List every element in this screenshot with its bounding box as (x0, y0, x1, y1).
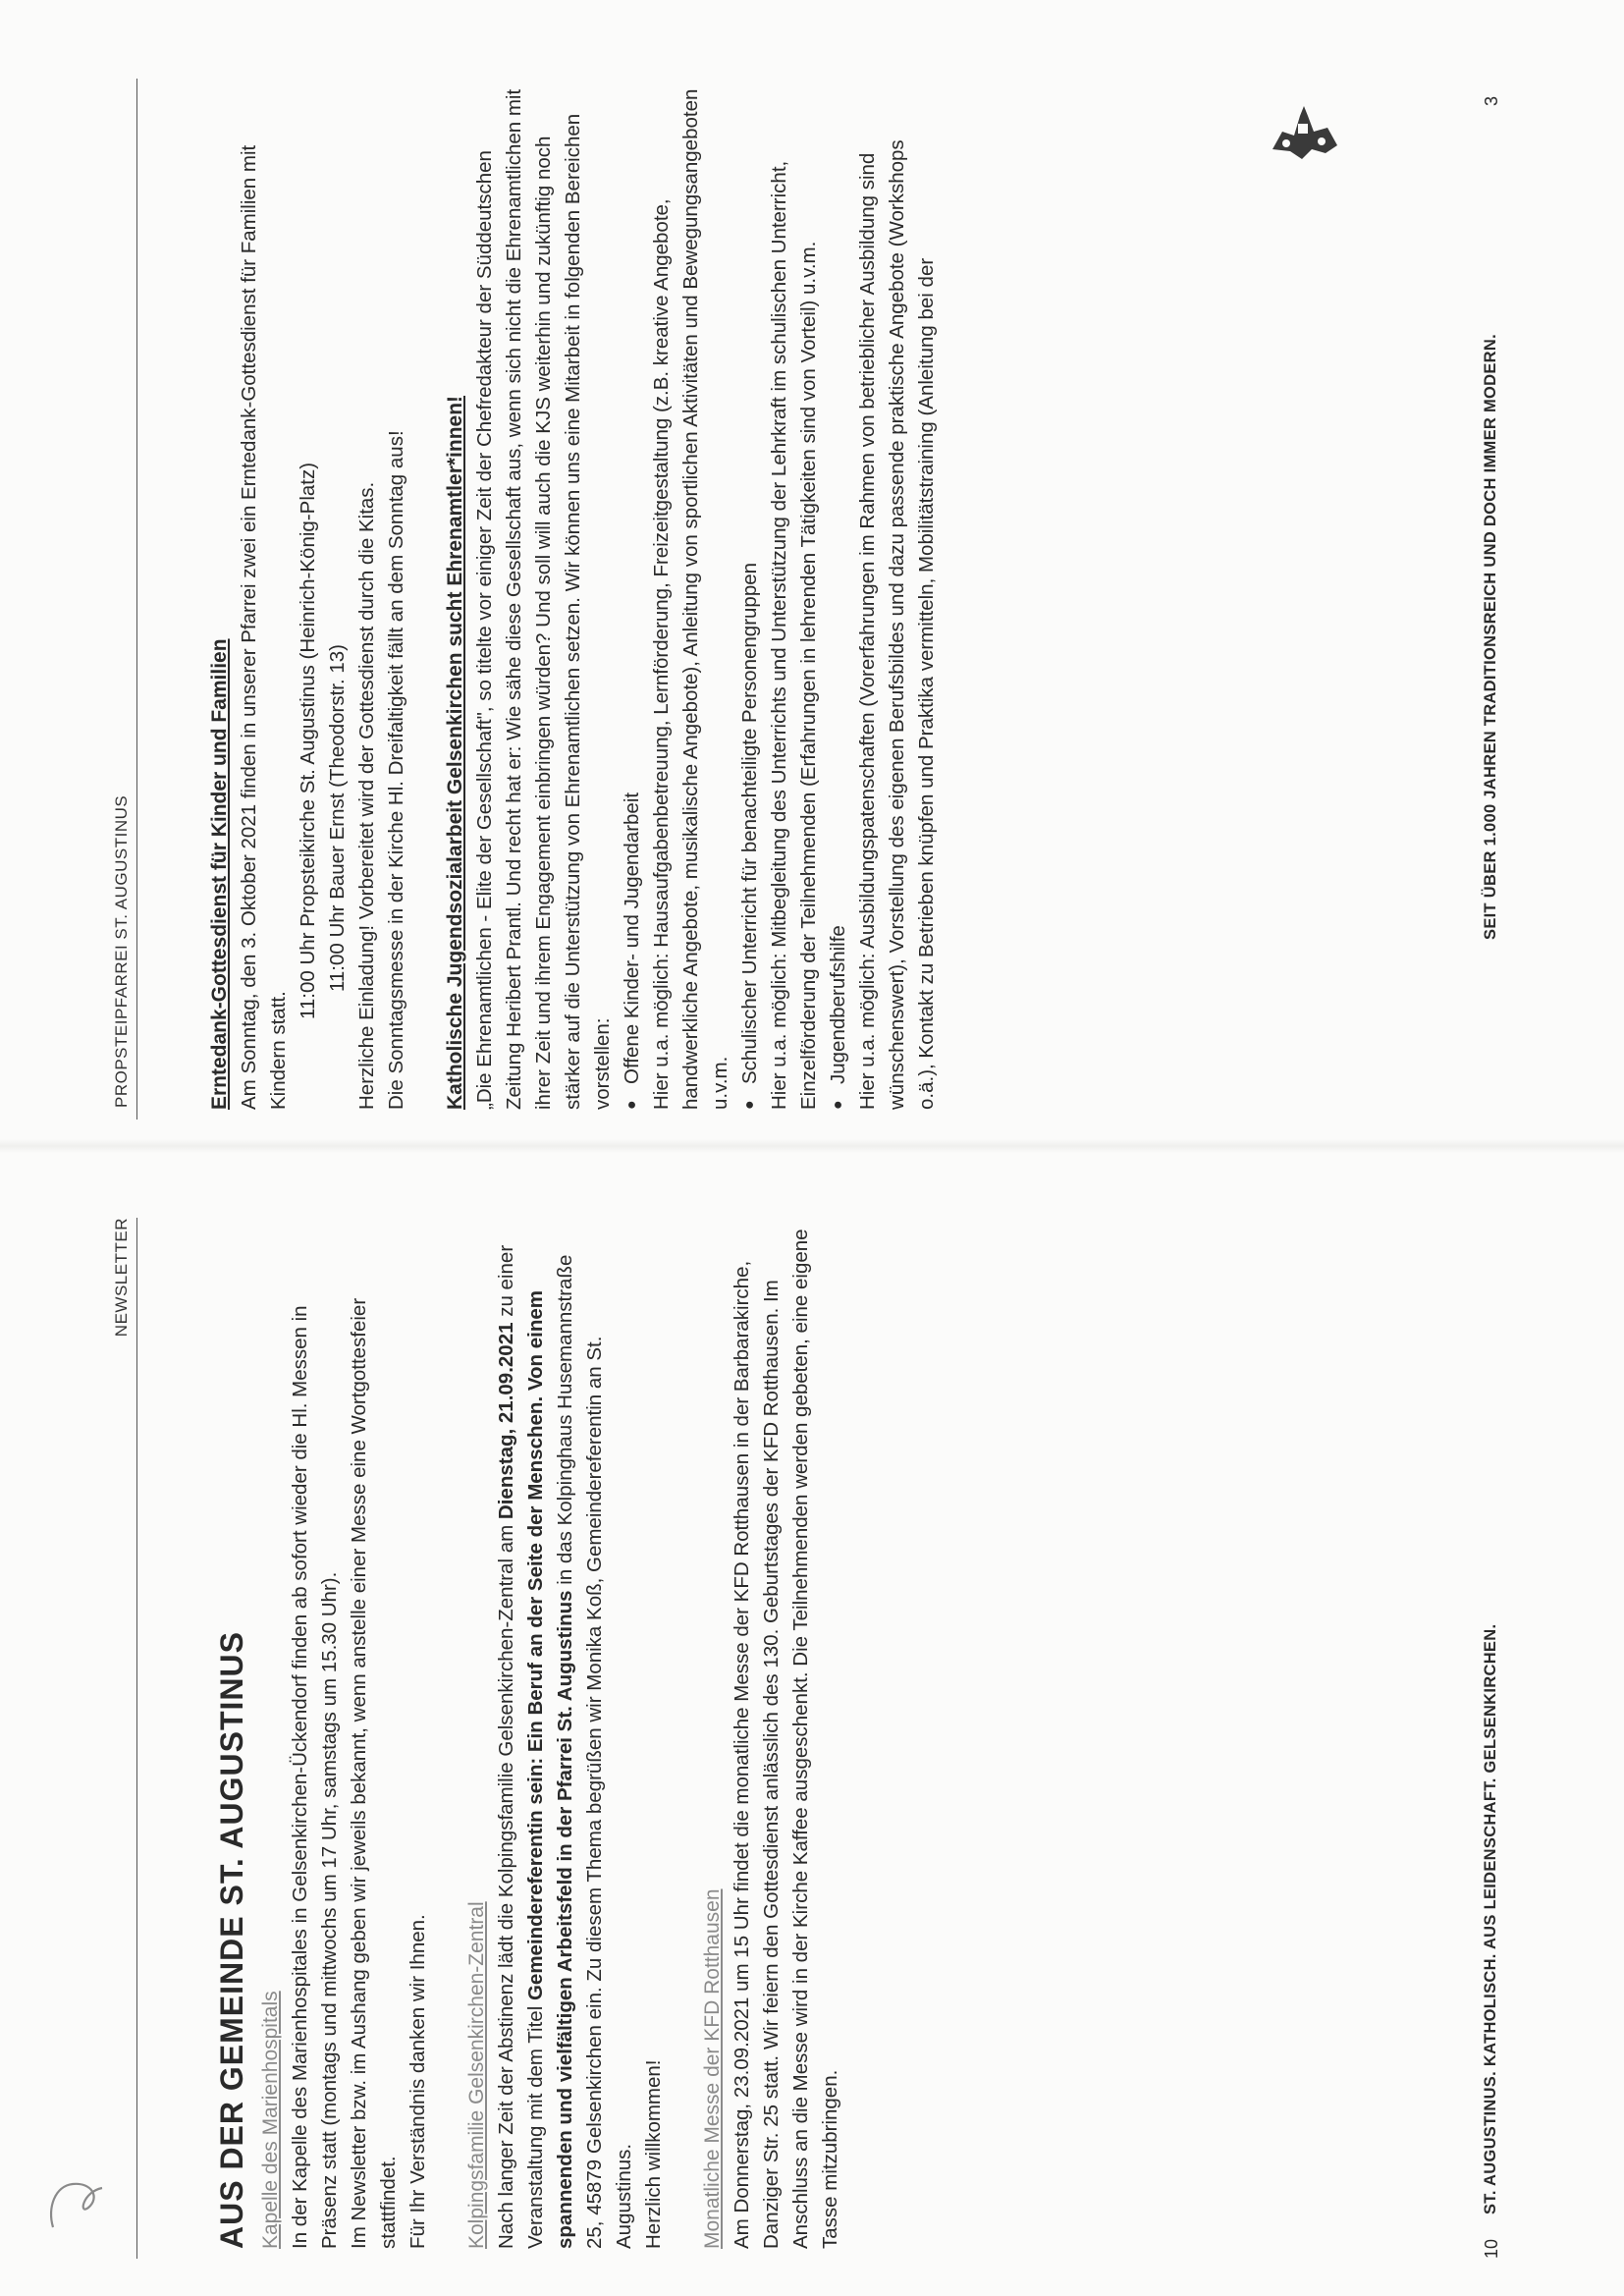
page-footer: SEIT ÜBER 1.000 JAHREN TRADITIONSREICH UND DOCH IMMER MODERN. (1482, 334, 1499, 940)
page-number: 10 (1482, 2238, 1501, 2259)
section-heading-kjs: Katholische Jugendsozialarbeit Gelsenkirchen sucht Ehrenamtler*innen! (444, 395, 466, 1110)
page-content (156, 1228, 845, 2249)
erntedank-paragraph-3: Die Sonntagsmesse in der Kirche Hl. Dreifaltigkeit fällt an dem Sonntag aus! (385, 430, 407, 1110)
page-title: AUS DER GEMEINDE ST. AUGUSTINUS (214, 1631, 249, 2249)
kjs-paragraph-1: „Die Ehrenamtlichen - Elite der Gesellschaft", so titelte vor einiger Zeit der Chefredakteur der Süddeutschen Zeitung Heribert Prantl. Und recht hat er: Wie sähe diese Gesellschaft aus, wenn sich nicht die Ehrenamtlichen mit ihrer Zeit und ihrem Engagement einbringen würden? Und soll will auch die KJS weiterhin und zukünftig noch stärker auf die Unterstützung von Ehrenamtlichen setzen. Wir können uns eine Mitarbeit in folgenden Bereichen vorstellen: (473, 88, 614, 1110)
page-header (103, 1218, 137, 2259)
page-fold (0, 1139, 1624, 1153)
section-heading-kfd: Monatliche Messe der KFD Rotthausen (701, 1888, 724, 2249)
marien-paragraph-2: Im Newsletter bzw. im Aushang geben wir jeweils bekannt, wenn anstelle einer Messe eine Wortgottesfeier stattfindet. (348, 1297, 400, 2249)
erntedank-paragraph-2: Herzliche Einladung! Vorbereitet wird der Gottesdienst durch die Kitas. (355, 481, 378, 1110)
kjs-detail-3: Hier u.a. möglich: Ausbildungspatenschaften (Vorerfahrungen im Rahmen von betrieblicher Ausbildung sind wünschenswert), Vorstellung des eigenen Berufsbildes und dazu passende praktische Angebote (Workshops o.ä.), Kontakt zu Betrieben knüpfen und Praktika vermitteln, Mobilitätstraining (Anleitung bei der (856, 139, 938, 1110)
kfd-paragraph-1: Am Donnerstag, 23.09.2021 um 15 Uhr findet die monatliche Messe der KFD Rotthausen in der Barbarakirche, Danziger Str. 25 statt. Wir feiern den Gottesdienst anlässlich des 130. Geburtstages der KFD Rotthausen. Im Anschluss an die Messe wird in der Kirche Kaffee ausgeschenkt. Die Teilnehmenden werden gebeten, eine eigene Tasse mitzubringen. (731, 1229, 841, 2249)
kolping-paragraph-1: Nach langer Zeit der Abstinenz lädt die Kolpingsfamilie Gelsenkirchen-Zentral am Dienstag, 21.09.2021 zu einer Veranstaltung mit dem Titel Gemeindereferentin sein: Ein Beruf an der Seite der Menschen. Von einem spannenden und vielfältigen Arbeitsfeld in der Pfarrei St. Augustinus in das Kolpinghaus Husemannstraße 25, 45879 Gelsenkirchen ein. Zu diesem Thema begrüßen wir Monika Koß, Gemeindereferentin an St. Augustinus. (495, 1244, 635, 2249)
kjs-bullet-3: ● Jugendberufshilfe (824, 88, 853, 1110)
kolping-event-title: Gemeindereferentin sein: Ein Beruf an der Seite der Menschen. Von einem spannenden und vielfältigen Arbeitsfeld in der Pfarrei St. Augustinus (524, 1290, 576, 2249)
kolping-paragraph-2: Herzlich willkommen! (642, 2059, 665, 2249)
page-header (103, 79, 137, 1120)
marien-paragraph-3: Für Ihr Verständnis danken wir Ihnen. (406, 1914, 429, 2249)
page-content (205, 88, 942, 1110)
kolping-date: Dienstag, 21.09.2021 (495, 1322, 517, 1520)
kjs-detail-2: Hier u.a. möglich: Mitbegleitung des Unterrichts und Unterstützung der Lehrkraft im schulischen Unterricht, Einzelförderung der Teilnehmenden (Erfahrungen in lehrenden Tätigkeiten sind von Vorteil) u.v.m. (768, 160, 820, 1110)
header-title: PROPSTEIPFARREI ST. AUGUSTINUS (112, 794, 131, 1108)
newsletter-page-3 (46, 79, 1578, 1120)
kjs-bullet-1: ● Offene Kinder- und Jugendarbeit (618, 88, 647, 1110)
header-title: NEWSLETTER (112, 1218, 131, 1338)
erntedank-time-1: 11:00 Uhr Propsteikirche St. Augustinus (Heinrich-König-Platz) (297, 462, 319, 1019)
section-heading-erntedank: Erntedank-Gottesdienst für Kinder und Familien (208, 638, 231, 1110)
page-footer: ST. AUGUSTINUS. KATHOLISCH. AUS LEIDENSCHAFT. GELSENKIRCHEN. (1482, 1623, 1499, 2214)
kjs-detail-1: Hier u.a. möglich: Hausaufgabenbetreuung, Lernförderung, Freizeitgestaltung (z.B. kreative Angebote, handwerkliche Angebote, musikalische Angebote), Anleitung von sportlichen Aktivitäten und Bewegungsangeboten u.v.m. (650, 88, 731, 1110)
erntedank-paragraph-1: Am Sonntag, den 3. Oktober 2021 finden in unserer Pfarrei zwei ein Erntedank-Gottesdienst für Familien mit Kindern statt. (238, 144, 290, 1110)
marien-paragraph-1: In der Kapelle des Marienhospitales in Gelsenkirchen-Ückendorf finden ab sofort wieder die Hl. Messen in Präsenz statt (montags und mittwochs um 17 Uhr, samstags um 15.30 Uhr). (289, 1305, 341, 2249)
erntedank-time-2: 11:00 Uhr Bauer Ernst (Theodorstr. 13) (326, 644, 349, 992)
section-heading-kolping: Kolpingsfamilie Gelsenkirchen-Zentral (465, 1901, 488, 2249)
section-heading-marienhospital: Kapelle des Marienhospitals (259, 1991, 282, 2249)
newsletter-page-10 (46, 1218, 1578, 2259)
page-number: 3 (1482, 96, 1501, 107)
kjs-bullet-2: ● Schulischer Unterricht für benachteiligte Personengruppen (735, 88, 765, 1110)
